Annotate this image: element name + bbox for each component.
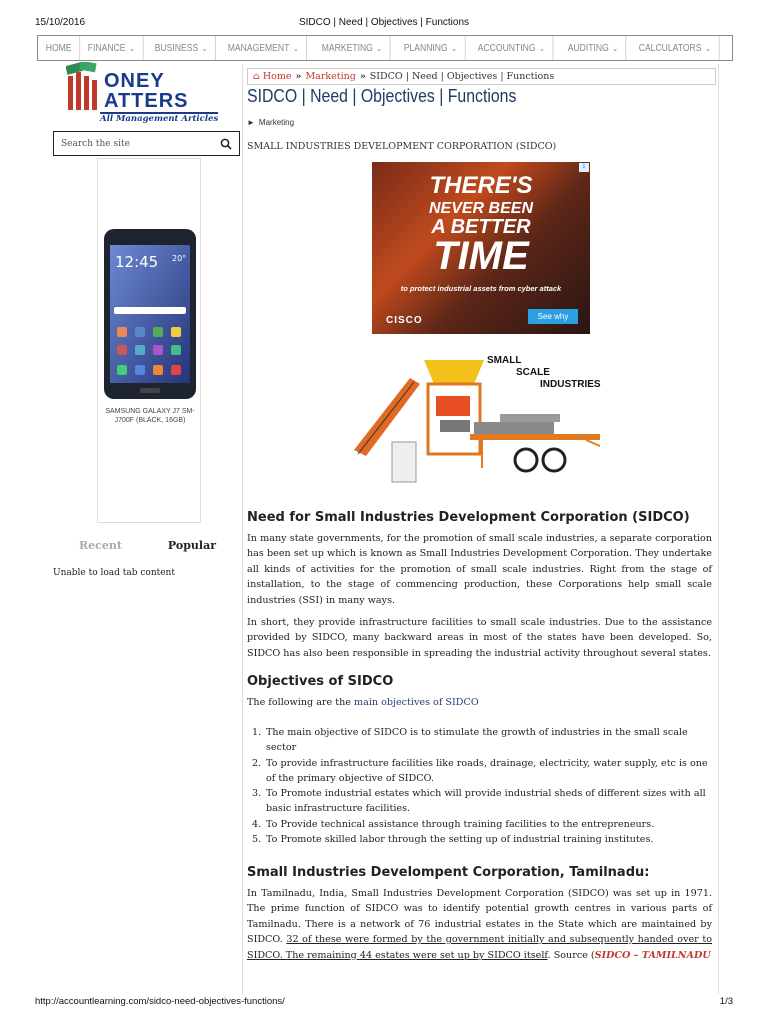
- block-machine-illustration: [350, 350, 615, 490]
- print-url: http://accountlearning.com/sidco-need-objectives-functions/: [35, 996, 285, 1007]
- list-number: 5.: [252, 834, 262, 846]
- chevron-down-icon: ⌄: [292, 43, 299, 53]
- main-nav: [37, 35, 733, 61]
- search-icon[interactable]: [220, 138, 232, 150]
- chevron-down-icon: ⌄: [376, 43, 383, 53]
- list-item-text: To provide infrastructure facilities like roads, drainage, electricity, water supply, etc is one of the primary objective of SIDCO.: [266, 757, 708, 784]
- paragraph-2: In short, they provide infrastructure facilities to small scale industries. Due to the assistance provided by SIDCO, many backward areas in most of the states have been developed. So, SIDCO has also been responsible in spreading the industrial activity throughout several states.: [247, 617, 712, 659]
- breadcrumb-home[interactable]: Home: [262, 71, 292, 82]
- breadcrumb: [247, 68, 716, 85]
- search-input[interactable]: Search the site: [61, 138, 130, 149]
- image-text-2: SCALE: [516, 367, 550, 378]
- content-border-right: [718, 64, 719, 994]
- content-border-left: [242, 64, 243, 994]
- list-item-text: The main objective of SIDCO is to stimulate the growth of industries in the small scale sector: [266, 727, 688, 754]
- ad-line-3: A BETTER: [431, 216, 531, 238]
- heading-tamilnadu: Small Industries Develompent Corporation, Tamilnadu:: [247, 865, 650, 880]
- site-logo[interactable]: [62, 62, 227, 124]
- list-item: [252, 725, 714, 756]
- list-number: 1.: [252, 727, 262, 738]
- print-date: 15/10/2016: [35, 17, 86, 28]
- breadcrumb-separator: »: [295, 71, 302, 82]
- list-item-text: To Provide technical assistance through training facilities to the entrepreneurs.: [266, 818, 655, 830]
- logo-word-1: ONEY: [104, 70, 165, 92]
- source-link[interactable]: SIDCO – TAMILNADU: [594, 949, 711, 961]
- paragraph-3-underlined: 32 of these were formed by the government initially and subsequently handed over to SIDCO. The remaining 44 estates were set up by SIDCO itself: [247, 934, 712, 961]
- logo-word-2: ATTERS: [104, 90, 189, 112]
- paragraph-1: In many state governments, for the promotion of small scale industries, a separate corporation has been set up which is known as Small Industries Development Corporation. They undertake all kinds of activities for the promotion of small scale industries. Right from the stage of installation, to the stage of commencing production, these Corporations help small scale industries (SSI) in many ways.: [247, 533, 712, 606]
- product-caption[interactable]: SAMSUNG GALAXY J7 SM-J700F (BLACK, 16GB): [105, 408, 195, 424]
- sidebar-tabs: [53, 539, 240, 552]
- breadcrumb-category[interactable]: Marketing: [305, 71, 356, 82]
- print-title: SIDCO | Need | Objectives | Functions: [298, 17, 470, 28]
- tab-recent[interactable]: Recent: [79, 539, 122, 552]
- list-number: 3.: [252, 788, 262, 800]
- svg-text:20°: 20°: [172, 254, 187, 263]
- ad-line-1: THERE'S: [429, 172, 533, 199]
- money-logo-icon: [66, 62, 104, 112]
- search-box[interactable]: [53, 131, 240, 156]
- objectives-list: [252, 725, 714, 847]
- list-item: [252, 786, 714, 817]
- page-title: SIDCO | Need | Objectives | Functions: [247, 86, 517, 106]
- ad-cta-button[interactable]: See why: [528, 309, 578, 324]
- nav-item-accounting[interactable]: [470, 36, 553, 60]
- nav-item-label: MANAGEMENT: [227, 42, 290, 54]
- article-subheading: SMALL INDUSTRIES DEVELOPMENT CORPORATION (SIDCO): [247, 141, 557, 152]
- ad-line-4: TIME: [433, 234, 529, 278]
- chevron-down-icon: ⌄: [201, 43, 208, 53]
- nav-item-label: FINANCE: [87, 42, 126, 54]
- nav-item-finance[interactable]: [80, 36, 143, 60]
- image-text-1: SMALL: [487, 355, 522, 366]
- list-item: [252, 817, 714, 832]
- breadcrumb-current: SIDCO | Need | Objectives | Functions: [369, 71, 555, 82]
- heading-objectives: Objectives of SIDCO: [247, 674, 394, 689]
- nav-item-marketing[interactable]: [314, 36, 391, 60]
- smartphone-image: [102, 227, 198, 401]
- svg-text:12:45: 12:45: [115, 253, 159, 271]
- nav-item-business[interactable]: [147, 36, 216, 60]
- tab-content-message: Unable to load tab content: [53, 568, 175, 578]
- list-item-text: To Promote skilled labor through the setting up of industrial training institutes.: [266, 834, 654, 846]
- nav-item-label: AUDITING: [567, 42, 610, 54]
- print-footer: [35, 996, 733, 1010]
- home-icon[interactable]: ⌂: [253, 71, 260, 82]
- objectives-intro: [247, 695, 712, 710]
- nav-item-calculators[interactable]: [631, 36, 719, 60]
- paragraph-3-text: In Tamilnadu, India, Small Industries Development Corporation (SIDCO) was set up in 1971. The prime function of SIDCO was to identify potential growth centres in various parts of Tamilnadu. There is a network of 76 industrial estates in the State which are maintained by SIDCO.: [247, 888, 712, 946]
- list-item-text: To Promote industrial estates which will provide industrial sheds of different sizes with all basic infrastructure facilities.: [266, 788, 706, 815]
- logo-tagline: All Management Articles: [100, 114, 219, 124]
- cisco-banner-ad[interactable]: [372, 162, 590, 334]
- small-scale-industries-image: [350, 350, 615, 490]
- list-item: [252, 832, 714, 847]
- chevron-down-icon: ⌄: [612, 43, 619, 53]
- nav-item-label: PLANNING: [404, 42, 449, 54]
- ad-subtext: to protect industrial assets from cyber attack: [400, 284, 562, 293]
- paragraph-3: [247, 886, 712, 963]
- nav-item-label: CALCULATORS: [638, 42, 702, 54]
- nav-item-label: HOME: [45, 42, 72, 54]
- ad-brand: CISCO: [386, 315, 423, 326]
- tag-icon: ►: [247, 118, 255, 127]
- objectives-intro-link[interactable]: main objectives of SIDCO: [354, 697, 479, 708]
- list-number: 2.: [252, 757, 262, 769]
- chevron-down-icon: ⌄: [451, 43, 458, 53]
- list-number: 4.: [252, 818, 262, 830]
- list-item: [252, 756, 714, 787]
- nav-item-label: MARKETING: [322, 42, 374, 54]
- adchoices-icon[interactable]: i: [579, 163, 589, 172]
- heading-need: Need for Small Industries Development Corporation (SIDCO): [247, 510, 690, 525]
- ad-line-2: NEVER BEEN: [428, 200, 534, 217]
- breadcrumb-separator: »: [359, 71, 366, 82]
- tab-popular[interactable]: Popular: [167, 539, 217, 552]
- category-link[interactable]: Marketing: [258, 118, 295, 127]
- nav-item-auditing[interactable]: [560, 36, 627, 60]
- print-page-number: 1/3: [719, 996, 733, 1007]
- print-header: [35, 17, 733, 31]
- chevron-down-icon: ⌄: [128, 43, 135, 53]
- nav-item-planning[interactable]: [396, 36, 466, 60]
- chevron-down-icon: ⌄: [704, 43, 711, 53]
- nav-item-home[interactable]: [38, 36, 80, 60]
- image-text-3: INDUSTRIES: [540, 379, 601, 390]
- nav-item-label: ACCOUNTING: [477, 42, 536, 54]
- paragraph-3-source: . Source (: [547, 949, 595, 961]
- sidebar-product-ad[interactable]: [97, 158, 201, 523]
- post-category: [247, 118, 294, 127]
- nav-item-management[interactable]: [220, 36, 307, 60]
- objectives-intro-text: The following are the: [247, 697, 354, 708]
- nav-item-label: BUSINESS: [154, 42, 198, 54]
- chevron-down-icon: ⌄: [539, 43, 546, 53]
